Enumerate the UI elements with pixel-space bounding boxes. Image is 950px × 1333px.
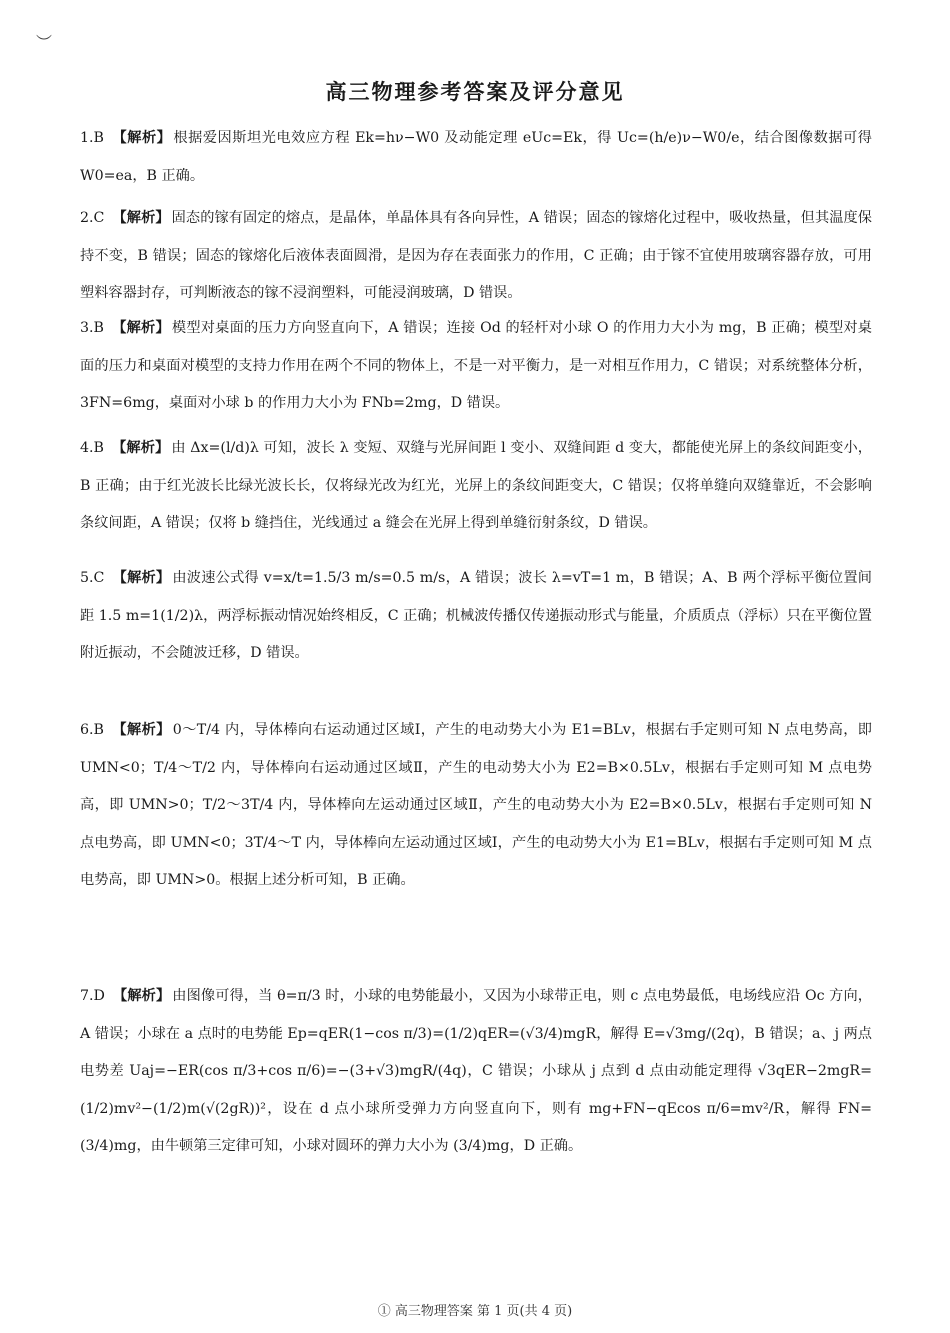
analysis-tag: 【解析】 bbox=[111, 130, 172, 146]
analysis-tag: 【解析】 bbox=[112, 570, 171, 586]
answer-number: 1.B bbox=[80, 130, 104, 146]
analysis-tag: 【解析】 bbox=[112, 988, 171, 1004]
answer-number: 7.D bbox=[80, 988, 105, 1004]
answer-number: 4.B bbox=[80, 440, 104, 456]
page-title: 高三物理参考答案及评分意见 bbox=[325, 80, 625, 104]
answer-text: 0～T/4 内，导体棒向右运动通过区域Ⅰ，产生的电动势大小为 E1=BLv，根据右手定则可知 N 点电势高，即 UMN<0；T/4～T/2 内，导体棒向右运动通过区域Ⅱ，产生的电动势大小为 E2=B×0.5Lv，根据右手定则可知 M 点电势高，即 UMN>0；T/2～3T/4 内，导体棒向左运动通过区域Ⅱ，产生的电动势大小为 E2=B×0.5Lv，根据右手定则可知 N 点电势高，即 UMN<0；3T/4～T 内，导体棒向左运动通过区域Ⅰ，产生的电动势大小为 E1=BLv，根据右手定则可知 M 点电势高，即 UMN>0。根据上述分析可知，B 正确。 bbox=[80, 722, 872, 888]
corner-mark: ︶ bbox=[36, 33, 53, 52]
analysis-tag: 【解析】 bbox=[111, 320, 170, 336]
page-footer: ① 高三物理答案 第 1 页(共 4 页) bbox=[377, 1304, 573, 1319]
answer-5 bbox=[80, 560, 872, 673]
answer-7 bbox=[80, 978, 872, 1166]
answer-number: 5.C bbox=[80, 570, 105, 586]
answer-text: 由波速公式得 v=x/t=1.5/3 m/s=0.5 m/s，A 错误；波长 λ=vT=1 m，B 错误；A、B 两个浮标平衡位置间距 1.5 m=1(1/2)λ，两浮标振动情况始终相反，C 正确；机械波传播仅传递振动形式与能量，介质质点（浮标）只在平衡位置附近振动，不会随波迁移，D 错误。 bbox=[80, 570, 872, 661]
analysis-tag: 【解析】 bbox=[111, 722, 171, 738]
answer-text: 根据爱因斯坦光电效应方程 Ek=hν−W0 及动能定理 eUc=Ek，得 Uc=(h/e)ν−W0/e，结合图像数据可得 W0=ea，B 正确。 bbox=[80, 130, 872, 184]
answer-3 bbox=[80, 310, 872, 423]
answer-text: 模型对桌面的压力方向竖直向下，A 错误；连接 Od 的轻杆对小球 O 的作用力大小为 mg，B 正确；模型对桌面的压力和桌面对模型的支持力作用在两个不同的物体上，不是一对平衡力，是一对相互作用力，C 错误；对系统整体分析，3FN=6mg，桌面对小球 b 的作用力大小为 FNb=2mg，D 错误。 bbox=[80, 320, 872, 411]
answer-4 bbox=[80, 430, 872, 543]
answer-number: 3.B bbox=[80, 320, 104, 336]
analysis-tag: 【解析】 bbox=[111, 440, 170, 456]
answer-2 bbox=[80, 200, 872, 313]
answer-text: 固态的镓有固定的熔点，是晶体，单晶体具有各向异性，A 错误；固态的镓熔化过程中，吸收热量，但其温度保持不变，B 错误；固态的镓熔化后液体表面圆滑，是因为存在表面张力的作用，C 正确；由于镓不宜使用玻璃容器存放，可用塑料容器封存，可判断液态的镓不浸润塑料，可能浸润玻璃，D 错误。 bbox=[80, 210, 872, 301]
answer-number: 6.B bbox=[80, 722, 104, 738]
answer-6 bbox=[80, 712, 872, 900]
answer-1 bbox=[80, 120, 872, 195]
answer-number: 2.C bbox=[80, 210, 105, 226]
answer-text: 由 Δx=(l/d)λ 可知，波长 λ 变短、双缝与光屏间距 l 变小、双缝间距 d 变大，都能使光屏上的条纹间距变小，B 正确；由于红光波长比绿光波长长，仅将绿光改为红光，光屏上的条纹间距变大，C 错误；仅将单缝向双缝靠近，不会影响条纹间距，A 错误；仅将 b 缝挡住，光线通过 a 缝会在光屏上得到单缝衍射条纹，D 错误。 bbox=[80, 440, 872, 531]
analysis-tag: 【解析】 bbox=[112, 210, 170, 226]
answer-text: 由图像可得，当 θ=π/3 时，小球的电势能最小，又因为小球带正电，则 c 点电势最低，电场线应沿 Oc 方向，A 错误；小球在 a 点时的电势能 Ep=qER(1−cos π/3)=(1/2)qER=(√3/4)mgR，解得 E=√3mg/(2q)，B 错误；a、j 两点电势差 Uaj=−ER(cos π/3+cos π/6)=−(3+√3)mgR/(4q)，C 错误；小球从 j 点到 d 点由动能定理得 √3qER−2mgR=(1/2)mv²−(1/2)m(√(2gR))²，设在 d 点小球所受弹力方向竖直向下，则有 mg+FN−qEcos π/6=mv²/R，解得 FN=(3/4)mg，由牛顿第三定律可知，小球对圆环的弹力大小为 (3/4)mg，D 正确。 bbox=[80, 988, 872, 1154]
